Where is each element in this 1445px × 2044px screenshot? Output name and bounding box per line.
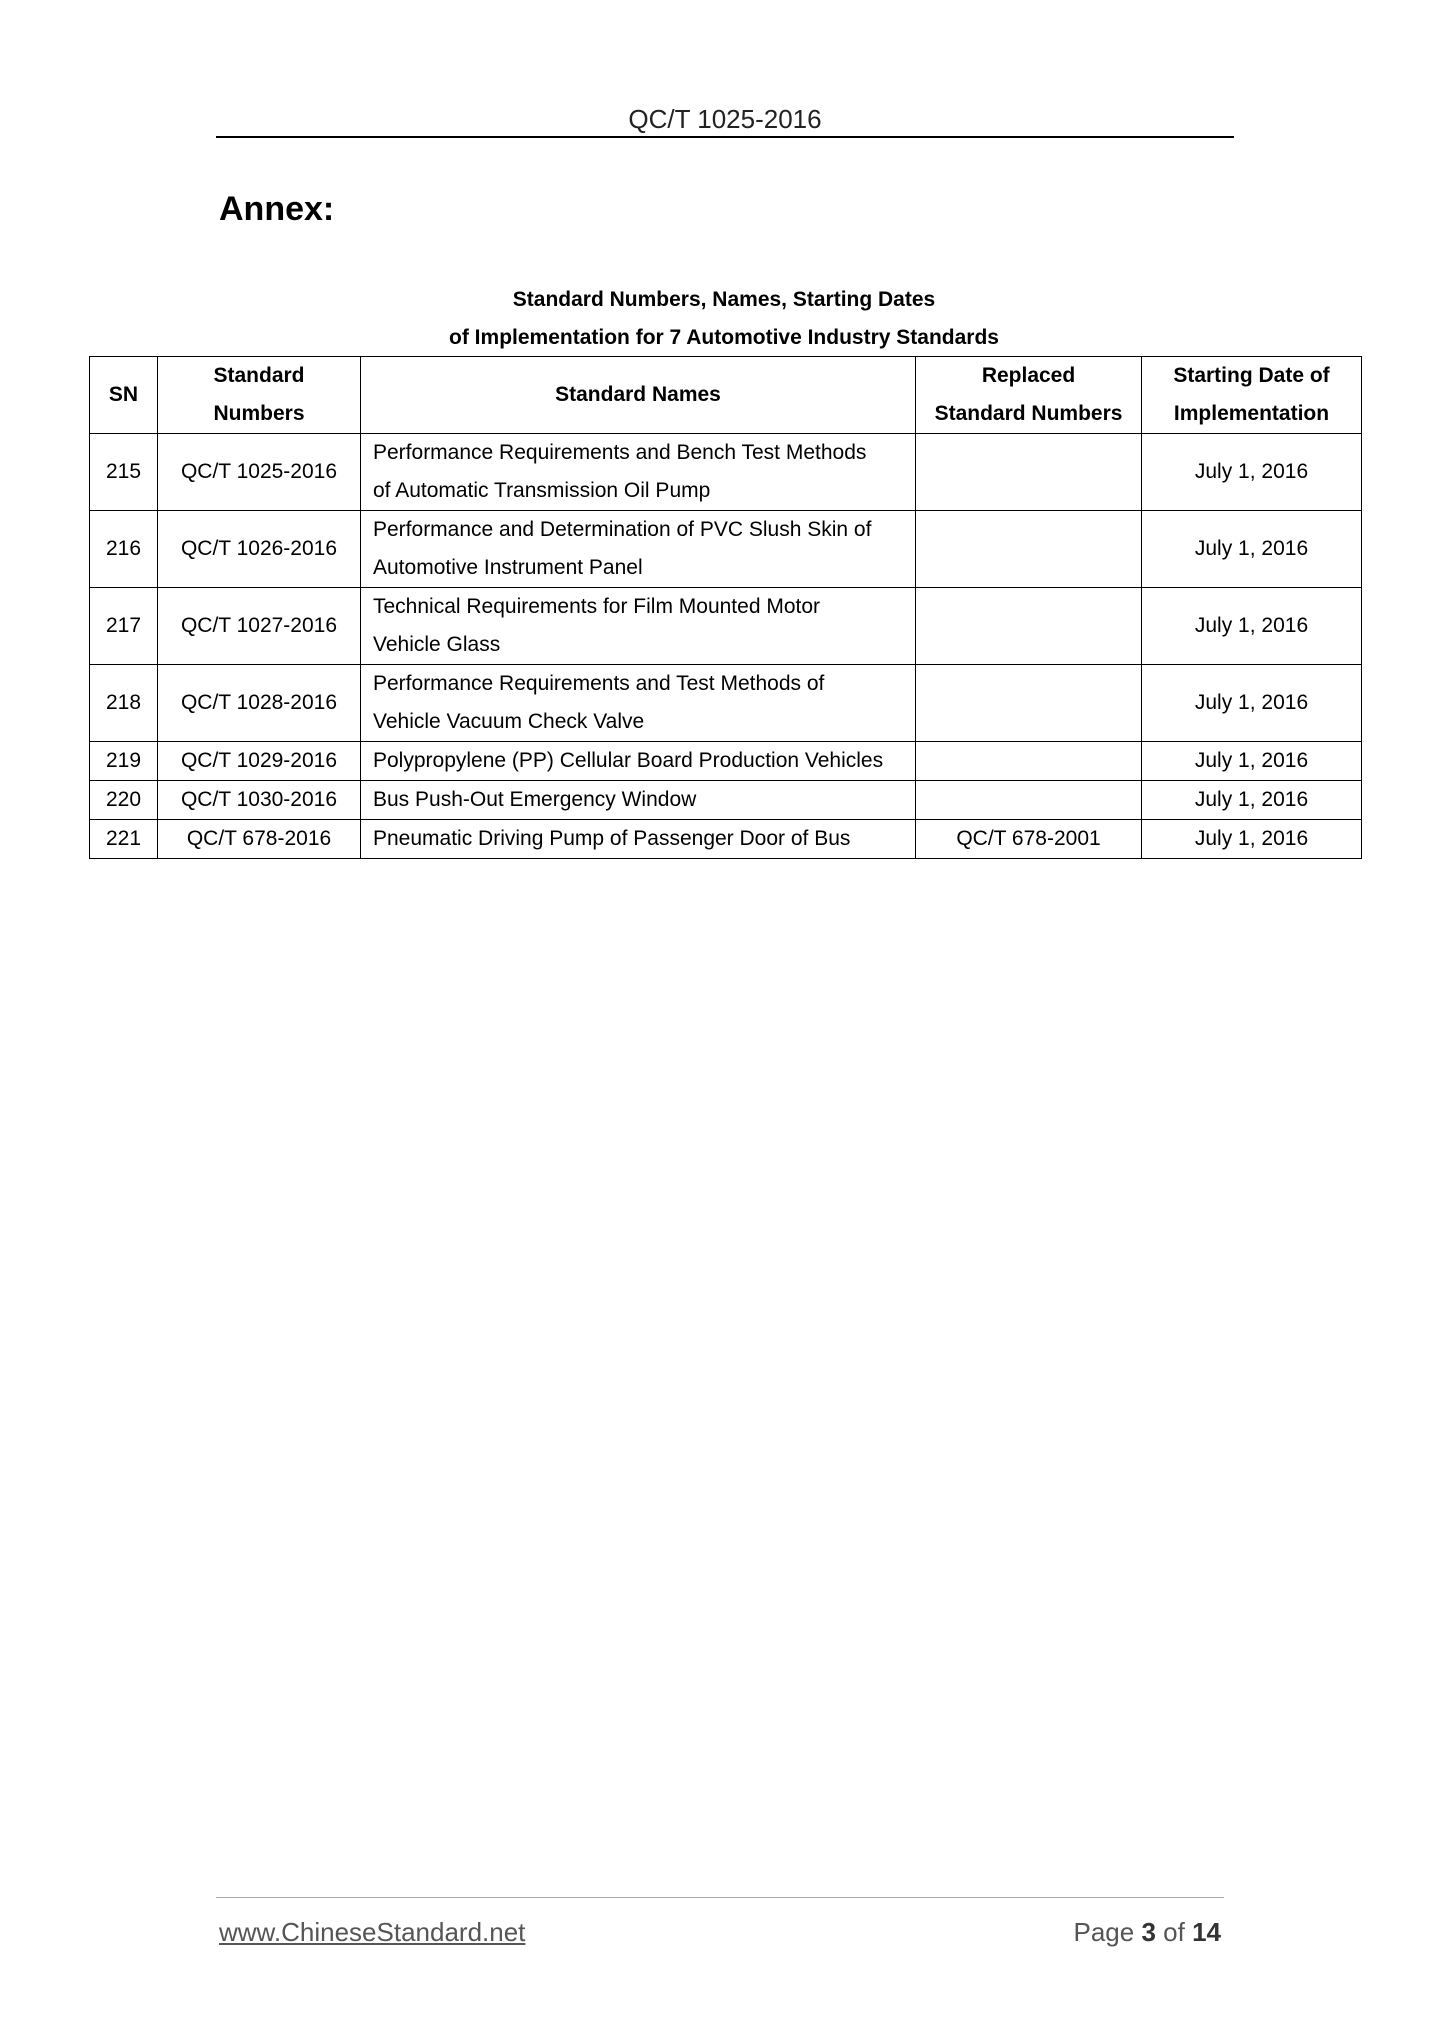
cell-date: July 1, 2016 <box>1142 665 1362 742</box>
cell-replaced: QC/T 678-2001 <box>916 820 1142 859</box>
cell-date: July 1, 2016 <box>1142 588 1362 665</box>
cell-standard-number: QC/T 1025-2016 <box>158 434 361 511</box>
running-header: QC/T 1025-2016 <box>628 104 822 134</box>
cell-replaced <box>916 665 1142 742</box>
cell-sn: 218 <box>90 665 158 742</box>
table-row <box>90 781 1362 820</box>
header-rule <box>216 136 1234 138</box>
table-caption-line2: of Implementation for 7 Automotive Industry Standards <box>449 326 999 349</box>
cell-standard-number: QC/T 1028-2016 <box>158 665 361 742</box>
table-row <box>90 434 1362 511</box>
cell-date: July 1, 2016 <box>1142 820 1362 859</box>
cell-replaced <box>916 434 1142 511</box>
cell-standard-number: QC/T 1030-2016 <box>158 781 361 820</box>
cell-sn: 220 <box>90 781 158 820</box>
col-header-replaced: Replaced Standard Numbers <box>916 357 1142 434</box>
cell-sn: 215 <box>90 434 158 511</box>
cell-sn: 219 <box>90 742 158 781</box>
cell-replaced <box>916 781 1142 820</box>
footer-rule <box>216 1897 1224 1898</box>
table-header-row <box>90 357 1362 434</box>
cell-date: July 1, 2016 <box>1142 742 1362 781</box>
cell-sn: 216 <box>90 511 158 588</box>
cell-sn: 221 <box>90 820 158 859</box>
cell-date: July 1, 2016 <box>1142 511 1362 588</box>
col-header-standard-names: Standard Names <box>361 357 916 434</box>
standards-table <box>89 356 1362 859</box>
cell-standard-name: Performance and Determination of PVC Slush Skin of Automotive Instrument Panel <box>361 511 916 588</box>
annex-heading: Annex: <box>219 190 335 228</box>
cell-replaced <box>916 588 1142 665</box>
cell-standard-name: Technical Requirements for Film Mounted Motor Vehicle Glass <box>361 588 916 665</box>
cell-standard-name: Pneumatic Driving Pump of Passenger Door of Bus <box>361 820 916 859</box>
website-link[interactable]: www.ChineseStandard.net <box>219 1917 526 1947</box>
cell-date: July 1, 2016 <box>1142 781 1362 820</box>
cell-standard-name: Performance Requirements and Test Methods of Vehicle Vacuum Check Valve <box>361 665 916 742</box>
cell-standard-name: Polypropylene (PP) Cellular Board Production Vehicles <box>361 742 916 781</box>
current-page-number: 3 <box>1141 1917 1156 1947</box>
total-pages-number: 14 <box>1192 1917 1221 1947</box>
cell-date: July 1, 2016 <box>1142 434 1362 511</box>
col-header-standard-numbers: Standard Numbers <box>158 357 361 434</box>
col-header-sn: SN <box>90 357 158 434</box>
cell-standard-number: QC/T 1029-2016 <box>158 742 361 781</box>
table-row <box>90 742 1362 781</box>
cell-standard-number: QC/T 1027-2016 <box>158 588 361 665</box>
cell-standard-number: QC/T 1026-2016 <box>158 511 361 588</box>
cell-replaced <box>916 742 1142 781</box>
col-header-starting-date: Starting Date of Implementation <box>1142 357 1362 434</box>
table-row <box>90 665 1362 742</box>
table-caption-line1: Standard Numbers, Names, Starting Dates <box>512 288 936 311</box>
page-indicator: Page 3 of 14 <box>1073 1917 1221 1947</box>
table-row <box>90 588 1362 665</box>
table-row <box>90 820 1362 859</box>
cell-standard-name: Bus Push-Out Emergency Window <box>361 781 916 820</box>
cell-standard-number: QC/T 678-2016 <box>158 820 361 859</box>
cell-replaced <box>916 511 1142 588</box>
cell-standard-name: Performance Requirements and Bench Test Methods of Automatic Transmission Oil Pump <box>361 434 916 511</box>
cell-sn: 217 <box>90 588 158 665</box>
table-row <box>90 511 1362 588</box>
